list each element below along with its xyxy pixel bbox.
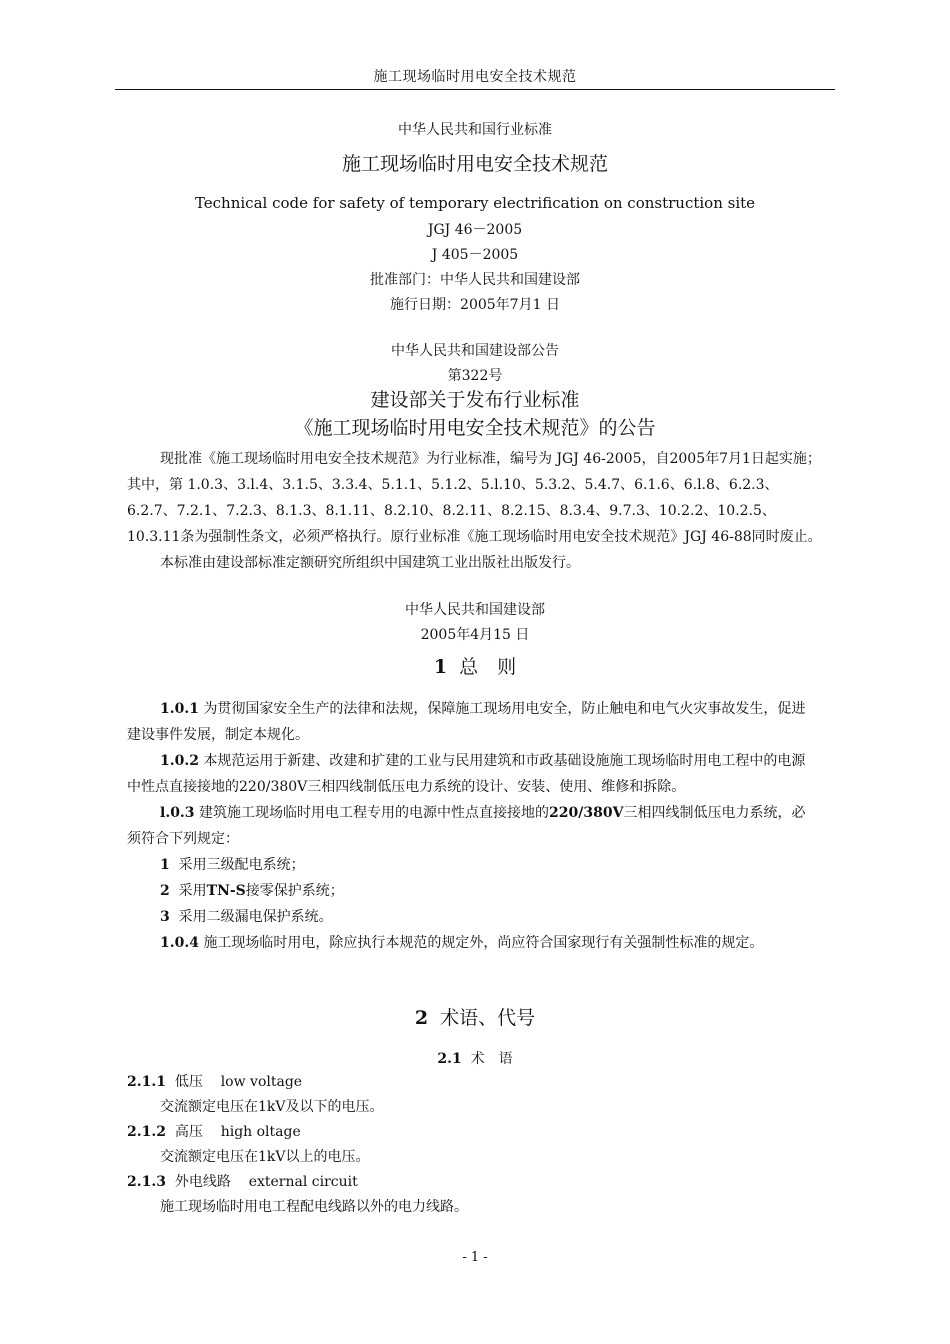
effective-date: 施行日期：2005年7月1 日 bbox=[390, 297, 560, 313]
term-definition: 交流额定电压在1kV以上的电压。 bbox=[160, 1149, 370, 1165]
announcement-date: 2005年4月15 日 bbox=[420, 627, 530, 643]
approving-department: 批准部门：中华人民共和国建设部 bbox=[370, 272, 580, 288]
clause-text: 为贯彻国家安全生产的法律和法规，保障施工现场用电安全，防止触电和电气火灾事故发生，促进建设事件发展，制定本规化。 bbox=[127, 701, 806, 743]
announcement-number: 第322号 bbox=[447, 368, 503, 384]
announcement-paragraph: 现批准《施工现场临时用电安全技术规范》为行业标准，编号为 JGJ 46-2005，自2005年7月1日起实施；其中，第 1.0.3、3.l.4、3.1.5、3.3.4、5.1.1、5.1.2、5.l.10、5.3.2、5.4.7、6.1.6、6.l.8、6.2.3、6.2.7、7.2.1、7.2.3、8.1.3、8.1.11、8.2.10、8.2.11、8.2.15、8.3.4、9.7.3、10.2.2、10.2.5、10.3.11条为强制性条文，必须严格执行。原行业标准《施工现场临时用电安全技术规范》JGJ 46-88同时废止。 bbox=[127, 451, 822, 545]
list-item: 1 采用三级配电系统； bbox=[160, 857, 305, 873]
chapter-1-heading bbox=[0, 652, 950, 679]
clause-number: 1.0.2 bbox=[160, 753, 199, 769]
document-title-english: Technical code for safety of temporary electrification on construction site bbox=[194, 194, 756, 212]
clause-text: 本规范运用于新建、改建和扩建的工业与民用建筑和市政基础设施施工现场临时用电工程中的电源中性点直接接地的220/380V三相四线制低压电力系统的设计、安装、使用、维修和拆除。 bbox=[127, 753, 806, 795]
page-number: - 1 - bbox=[462, 1250, 488, 1265]
clause bbox=[127, 696, 813, 748]
chapter-title: 总 则 bbox=[459, 656, 517, 678]
chapter-1-body bbox=[127, 696, 813, 956]
terms-list bbox=[127, 1070, 827, 1220]
announcement-title-line2: 《施工现场临时用电安全技术规范》的公告 bbox=[294, 417, 656, 439]
header-rule bbox=[115, 89, 835, 90]
clause-text: 施工现场临时用电，除应执行本规范的规定外，尚应符合国家现行有关强制性标准的规定。 bbox=[203, 935, 764, 951]
clause bbox=[127, 930, 813, 956]
announcement-paragraph: 本标准由建设部标准定额研究所组织中国建筑工业出版社出版发行。 bbox=[160, 555, 580, 571]
term-heading: 2.1.3 外电线路 external circuit bbox=[127, 1174, 358, 1190]
clause-number: 1.0.4 bbox=[160, 935, 199, 951]
announcement-issuer: 中华人民共和国建设部公告 bbox=[391, 343, 559, 359]
chapter-2-heading bbox=[0, 1003, 950, 1030]
chapter-number: 1 bbox=[433, 656, 448, 678]
record-code: J 405－2005 bbox=[431, 247, 519, 263]
term-heading: 2.1.1 低压 low voltage bbox=[127, 1074, 303, 1090]
announcement-title-line1: 建设部关于发布行业标准 bbox=[370, 389, 580, 411]
chapter-number: 2 bbox=[414, 1007, 429, 1029]
announcement-signature: 中华人民共和国建设部 bbox=[405, 602, 545, 618]
term-definition: 施工现场临时用电工程配电线路以外的电力线路。 bbox=[160, 1199, 468, 1215]
list-item: 2 采用TN-S接零保护系统； bbox=[160, 883, 344, 899]
chapter-title: 术语、代号 bbox=[440, 1007, 536, 1029]
announcement-body bbox=[127, 446, 827, 576]
running-header: 施工现场临时用电安全技术规范 bbox=[373, 69, 577, 85]
clause-number: l.0.3 bbox=[160, 805, 195, 821]
clause-number: 1.0.1 bbox=[160, 701, 199, 717]
term-definition: 交流额定电压在1kV及以下的电压。 bbox=[160, 1099, 384, 1115]
standard-category: 中华人民共和国行业标准 bbox=[398, 122, 552, 138]
standard-code: JGJ 46－2005 bbox=[427, 222, 523, 238]
section-number: 2.1 bbox=[437, 1051, 462, 1067]
document-title: 施工现场临时用电安全技术规范 bbox=[341, 153, 608, 175]
clause: l.0.3 建筑施工现场临时用电工程专用的电源中性点直接接地的220/380V三相四线制低压电力系统，必须符合下列规定： bbox=[127, 805, 806, 847]
clause bbox=[127, 748, 813, 800]
list-item: 3 采用二级漏电保护系统。 bbox=[160, 909, 333, 925]
section-title: 术 语 bbox=[470, 1051, 513, 1067]
section-2-1-heading bbox=[0, 1048, 950, 1068]
term-heading: 2.1.2 高压 high oltage bbox=[127, 1124, 301, 1140]
